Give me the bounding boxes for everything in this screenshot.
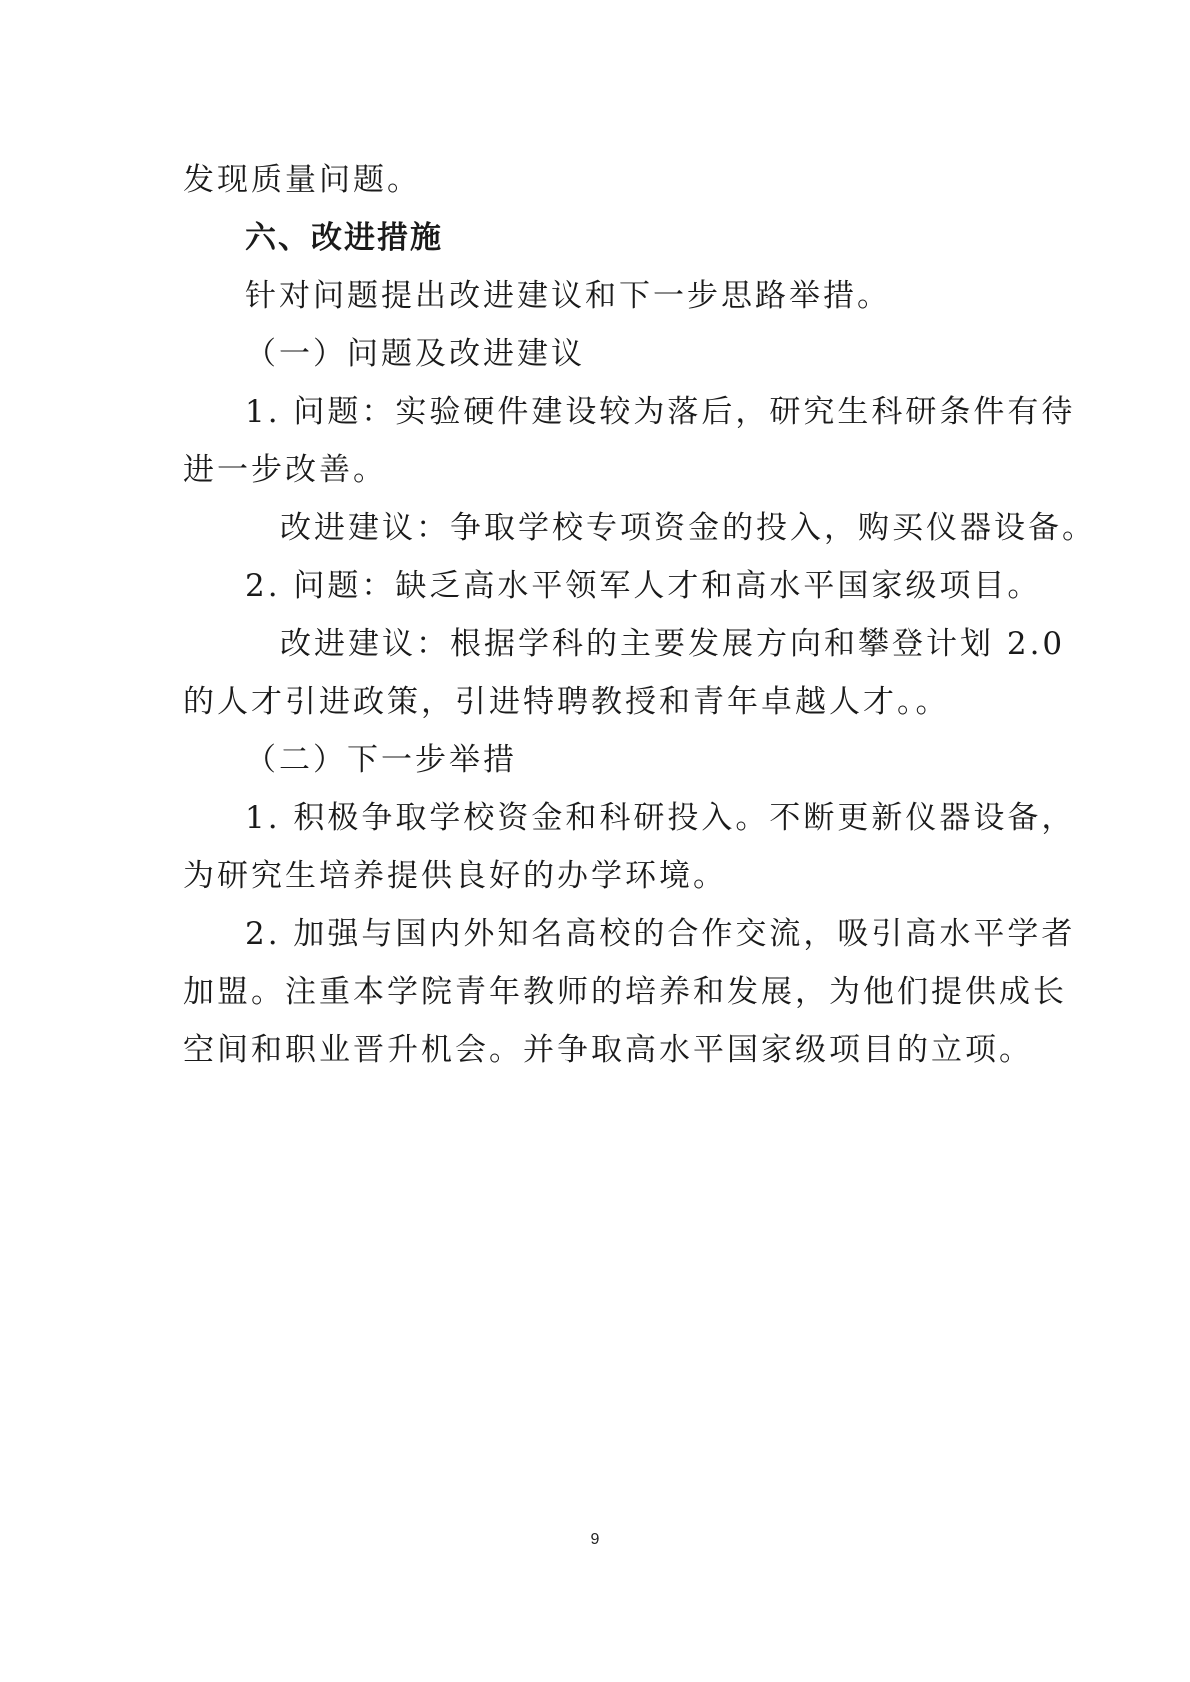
paragraph-line: 空间和职业晋升机会。并争取高水平国家级项目的立项。	[183, 1032, 1033, 1068]
paragraph-line: 2. 问题：缺乏高水平领军人才和高水平国家级项目。	[245, 568, 1042, 604]
paragraph-line: 1. 积极争取学校资金和科研投入。不断更新仪器设备，	[245, 800, 1076, 836]
paragraph-line: 进一步改善。	[183, 452, 387, 488]
paragraph-line: 加盟。注重本学院青年教师的培养和发展，为他们提供成长	[183, 974, 1067, 1010]
paragraph-line: 改进建议：根据学科的主要发展方向和攀登计划 2.0	[280, 626, 1066, 662]
subsection-heading: （二）下一步举措	[245, 742, 517, 778]
paragraph-line: 1. 问题：实验硬件建设较为落后，研究生科研条件有待	[245, 394, 1076, 430]
subsection-heading: （一）问题及改进建议	[245, 336, 585, 372]
paragraph-line: 针对问题提出改进建议和下一步思路举措。	[245, 278, 891, 314]
page-number: 9	[590, 1531, 600, 1548]
paragraph-line: 发现质量问题。	[183, 162, 421, 198]
section-heading: 六、改进措施	[245, 220, 443, 256]
paragraph-line: 2. 加强与国内外知名高校的合作交流，吸引高水平学者	[245, 916, 1076, 952]
paragraph-line: 的人才引进政策，引进特聘教授和青年卓越人才。。	[183, 684, 950, 720]
paragraph-line: 为研究生培养提供良好的办学环境。	[183, 858, 727, 894]
paragraph-line: 改进建议：争取学校专项资金的投入，购买仪器设备。	[280, 510, 1096, 546]
